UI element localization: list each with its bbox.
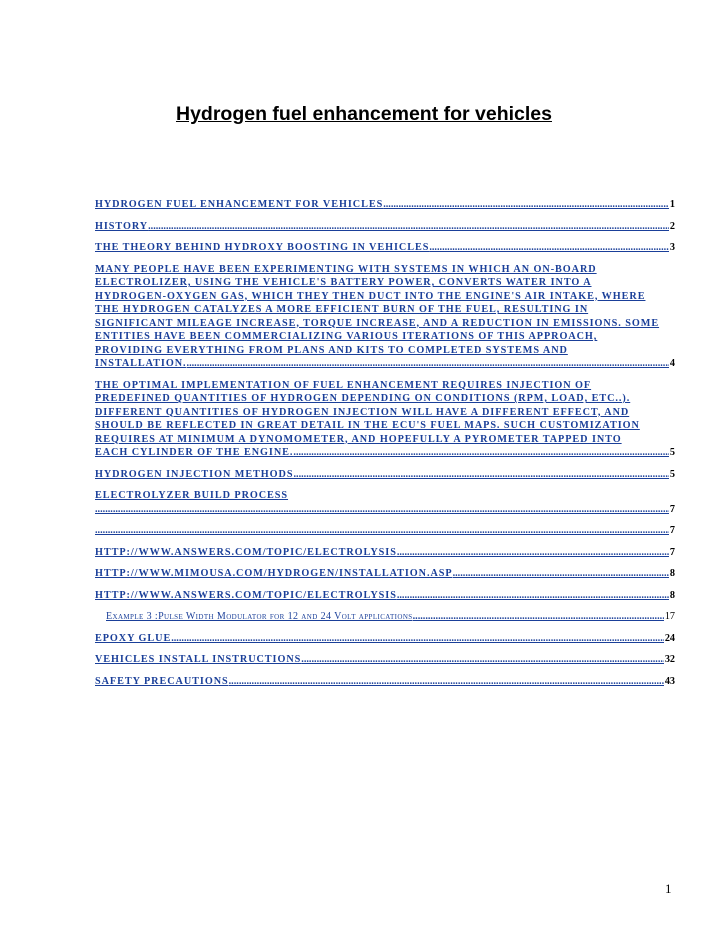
toc-leader-dots xyxy=(148,220,669,234)
toc-page-number: 3 xyxy=(669,242,675,253)
toc-page-number: 5 xyxy=(669,447,675,458)
toc-entry-text: HISTORY xyxy=(95,220,149,232)
toc-entry-last-line xyxy=(95,468,675,482)
toc-page-number: 43 xyxy=(664,675,675,687)
toc-entry-line: HYDROGEN-OXYGEN GAS, WHICH THEY THEN DUCT INTO THE ENGINE'S AIR INTAKE, WHERE xyxy=(95,290,646,302)
toc-entry-line: ELECTROLYZER BUILD PROCESS xyxy=(95,490,289,501)
toc-entry[interactable] xyxy=(95,610,675,624)
toc-leader-dots xyxy=(171,632,664,646)
toc-entry-line: SIGNIFICANT MILEAGE INCREASE, TORQUE INCREASE, AND A REDUCTION IN EMISSIONS. SOME xyxy=(95,317,660,329)
toc-entry-last-line xyxy=(95,632,675,646)
toc-entry-line: PROVIDING EVERYTHING FROM PLANS AND KITS TO COMPLETED SYSTEMS AND xyxy=(95,344,568,356)
toc-entry[interactable] xyxy=(95,632,675,646)
toc-entry-last-line xyxy=(95,446,675,460)
toc-entry[interactable] xyxy=(95,489,675,516)
toc-entry-last-line xyxy=(95,567,675,581)
toc-page-number: 32 xyxy=(664,654,675,665)
toc-entry-text: THE THEORY BEHIND HYDROXY BOOSTING IN VEHICLES xyxy=(95,242,430,253)
toc-page-number: 24 xyxy=(664,632,675,644)
toc-entry-line: DIFFERENT QUANTITIES OF HYDROGEN INJECTION WILL HAVE A DIFFERENT EFFECT, AND xyxy=(95,406,630,418)
toc-entry-line: PREDEFINED QUANTITIES OF HYDROGEN DEPENDING ON CONDITIONS (RPM, LOAD, ETC..). xyxy=(95,393,631,404)
toc-leader-dots xyxy=(397,546,669,560)
toc-leader-dots xyxy=(413,610,664,624)
table-of-contents xyxy=(95,198,675,696)
toc-leader-dots xyxy=(301,653,664,667)
toc-entry[interactable] xyxy=(95,675,675,689)
toc-entry-line: ENTITIES HAVE BEEN COMMERCIALIZING VARIOUS ITERATIONS OF THIS APPROACH, xyxy=(95,331,598,342)
toc-entry-text: INSTALLATION. xyxy=(95,358,187,369)
toc-entry-last-line xyxy=(95,653,675,667)
toc-entry-text: HTTP://WWW.ANSWERS.COM/TOPIC/ELECTROLYSIS xyxy=(95,546,397,558)
toc-leader-dots xyxy=(187,357,669,371)
toc-page-number: 7 xyxy=(669,546,675,558)
toc-entry-last-line xyxy=(95,220,675,234)
toc-page-number: 4 xyxy=(669,358,675,369)
toc-entry-text: HTTP://WWW.MIMOUSA.COM/HYDROGEN/INSTALLATION.ASP xyxy=(95,568,453,579)
toc-entry-text: HYDROGEN INJECTION METHODS xyxy=(95,468,294,480)
toc-page-number: 17 xyxy=(664,611,675,622)
toc-leader-dots xyxy=(453,567,669,581)
toc-entry-text: EPOXY GLUE xyxy=(95,632,172,644)
toc-entry-last-line xyxy=(95,546,675,560)
toc-entry-line: REQUIRES AT MINIMUM A DYNOMOMETER, AND HOPEFULLY A PYROMETER TAPPED INTO xyxy=(95,433,622,445)
toc-leader-dots xyxy=(293,446,669,460)
toc-entry[interactable] xyxy=(95,524,675,538)
toc-leader-dots xyxy=(429,241,669,255)
toc-page-number: 8 xyxy=(669,589,675,601)
toc-page-number: 1 xyxy=(669,199,675,210)
toc-entry[interactable] xyxy=(95,241,675,255)
toc-entry-text: EACH CYLINDER OF THE ENGINE. xyxy=(95,447,294,458)
toc-entry-last-line xyxy=(95,675,675,689)
toc-entry-last-line xyxy=(95,524,675,538)
toc-page-number: 7 xyxy=(669,525,675,536)
toc-page-number: 8 xyxy=(669,568,675,579)
toc-entry-line: THE OPTIMAL IMPLEMENTATION OF FUEL ENHANCEMENT REQUIRES INJECTION OF xyxy=(95,379,592,391)
toc-leader-dots xyxy=(397,589,669,603)
toc-entry-last-line xyxy=(106,610,675,624)
toc-entry-text: SAFETY PRECAUTIONS xyxy=(95,675,229,687)
toc-entry-text: Example 3 :Pulse Width Modulator for 12 and 24 Volt applications xyxy=(106,611,413,622)
page-number: 1 xyxy=(665,881,672,896)
toc-leader-dots xyxy=(293,468,668,482)
toc-leader-dots xyxy=(383,198,669,212)
toc-entry[interactable] xyxy=(95,198,675,212)
toc-entry[interactable] xyxy=(95,589,675,603)
toc-leader-dots xyxy=(229,675,664,689)
toc-entry-last-line xyxy=(95,198,675,212)
toc-page-number: 5 xyxy=(669,468,675,480)
toc-entry[interactable] xyxy=(95,546,675,560)
toc-entry-line: ELECTROLIZER, USING THE VEHICLE'S BATTERY POWER, CONVERTS WATER INTO A xyxy=(95,277,592,288)
toc-entry-text: HYDROGEN FUEL ENHANCEMENT FOR VEHICLES xyxy=(95,199,384,210)
toc-entry-line: MANY PEOPLE HAVE BEEN EXPERIMENTING WITH SYSTEMS IN WHICH AN ON-BOARD xyxy=(95,263,597,275)
toc-entry[interactable] xyxy=(95,379,675,460)
toc-entry-text: VEHICLES INSTALL INSTRUCTIONS xyxy=(95,654,302,665)
toc-entry[interactable] xyxy=(95,567,675,581)
toc-page-number: 2 xyxy=(669,220,675,232)
toc-entry-last-line xyxy=(95,241,675,255)
toc-entry-last-line xyxy=(95,589,675,603)
toc-page-number: 7 xyxy=(669,503,675,515)
toc-leader-dots xyxy=(95,524,669,538)
toc-entry[interactable] xyxy=(95,263,675,371)
toc-entry[interactable] xyxy=(95,468,675,482)
toc-entry[interactable] xyxy=(95,220,675,234)
toc-entry-line: SHOULD BE REFLECTED IN GREAT DETAIL IN THE ECU'S FUEL MAPS. SUCH CUSTOMIZATION xyxy=(95,420,640,431)
toc-leader-dots xyxy=(95,503,669,517)
toc-entry[interactable] xyxy=(95,653,675,667)
document-title: Hydrogen fuel enhancement for vehicles xyxy=(175,103,552,125)
toc-entry-text: HTTP://WWW.ANSWERS.COM/TOPIC/ELECTROLYSIS xyxy=(95,589,397,601)
toc-entry-line: THE HYDROGEN CATALYZES A MORE EFFICIENT BURN OF THE FUEL, RESULTING IN xyxy=(95,304,589,315)
toc-entry-last-line xyxy=(95,357,675,371)
toc-entry-last-line xyxy=(95,503,675,517)
